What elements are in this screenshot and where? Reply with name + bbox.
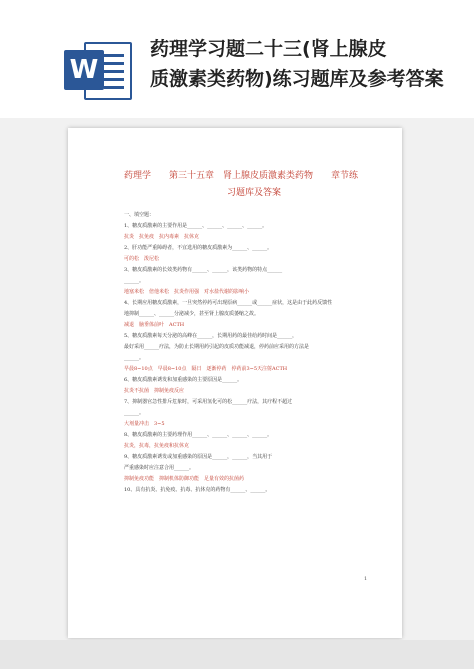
preview-header — [0, 0, 474, 118]
question-line: 5、糖皮质激素每天分泌的高峰在______，长期用药的最佳给药时间是______， — [124, 333, 298, 339]
answer-line: 抗炎 抗免疫 抗内毒素 抗休克 — [124, 234, 200, 240]
question-line: 3、糖皮质激素的长效类药物有______、______，该类药物的特点______ — [124, 267, 283, 273]
question-line: ______。 — [124, 410, 145, 416]
heading-line-1: 药理学 第三十五章 肾上腺皮质激素类药物 章节练 — [124, 171, 359, 181]
question-line: 10、具有抗炎、抗免疫、抗毒、抗休克的药物有______、______。 — [124, 487, 271, 493]
title-line-2: 质激素类药物)练习题库及参考答案 — [150, 68, 444, 90]
document-title[interactable] — [150, 34, 460, 94]
word-document-icon — [64, 38, 130, 100]
answer-line: 抗炎不抗菌 抑制免疫反应 — [124, 388, 185, 394]
heading-line-2: 习题库及答案 — [226, 188, 281, 198]
question-line: 一、填空题： — [124, 212, 155, 218]
answer-line: 可的松 泼尼松 — [124, 256, 160, 262]
title-line-1: 药理学习题二十三(肾上腺皮 — [150, 38, 387, 60]
question-line: 6、糖皮质激素诱发和加重感染的主要原因是______。 — [124, 377, 243, 383]
question-line: ______。 — [124, 278, 145, 284]
word-logo-badge: W — [64, 50, 104, 90]
question-line: 7、抑制器官急性排斥危象时，可采用氢化可的松______疗法，其疗程不超过 — [124, 399, 293, 405]
answer-line: 大剂量冲击 3~5 — [124, 421, 165, 427]
question-line: 严重感染时应注意合用______。 — [124, 465, 195, 471]
answer-line: 早晨8~10点 早晨8~10点 隔日 逐渐停药 停药前3~5天注射ACTH — [124, 366, 288, 372]
footer-strip — [0, 640, 474, 669]
question-line: 1、糖皮质激素的主要作用是______、______、______、______。 — [124, 223, 268, 229]
document-body — [124, 210, 386, 496]
answer-line: 抗炎，抗毒，抗免疫和抗休克 — [124, 443, 190, 449]
document-page — [68, 128, 402, 638]
question-line: 2、肝功能严重障碍者，不宜选用的糖皮质激素为______、______。 — [124, 245, 273, 251]
page-number: 1 — [364, 576, 368, 582]
question-line: ______。 — [124, 355, 145, 361]
answer-line: 地塞米松 倍他米松 抗炎作用强 对水盐代谢的影响小 — [124, 289, 250, 295]
question-line: 9、糖皮质激素诱发或加重感染的原因是______，______，当其用于 — [124, 454, 273, 460]
document-heading — [124, 168, 384, 202]
question-line: 4、长期应用糖皮质激素，一旦突然停药可出现原病______或______症状，这是由于此药反馈性 — [124, 300, 333, 306]
answer-line: 抑制免疫功能 抑制机体防御功能 足量有效的抗菌药 — [124, 476, 245, 482]
question-line: 地抑制______、______分泌减少，甚至肾上腺皮质萎缩之故。 — [124, 311, 260, 317]
question-line: 最好采用______疗法，为防止长期用药引起的皮质功能减退，停药前应采用的方法是 — [124, 344, 310, 350]
answer-line: 减退 脑垂体前叶 ACTH — [124, 322, 185, 328]
question-line: 8、糖皮质激素的主要药理作用______、______、______、______。 — [124, 432, 273, 438]
